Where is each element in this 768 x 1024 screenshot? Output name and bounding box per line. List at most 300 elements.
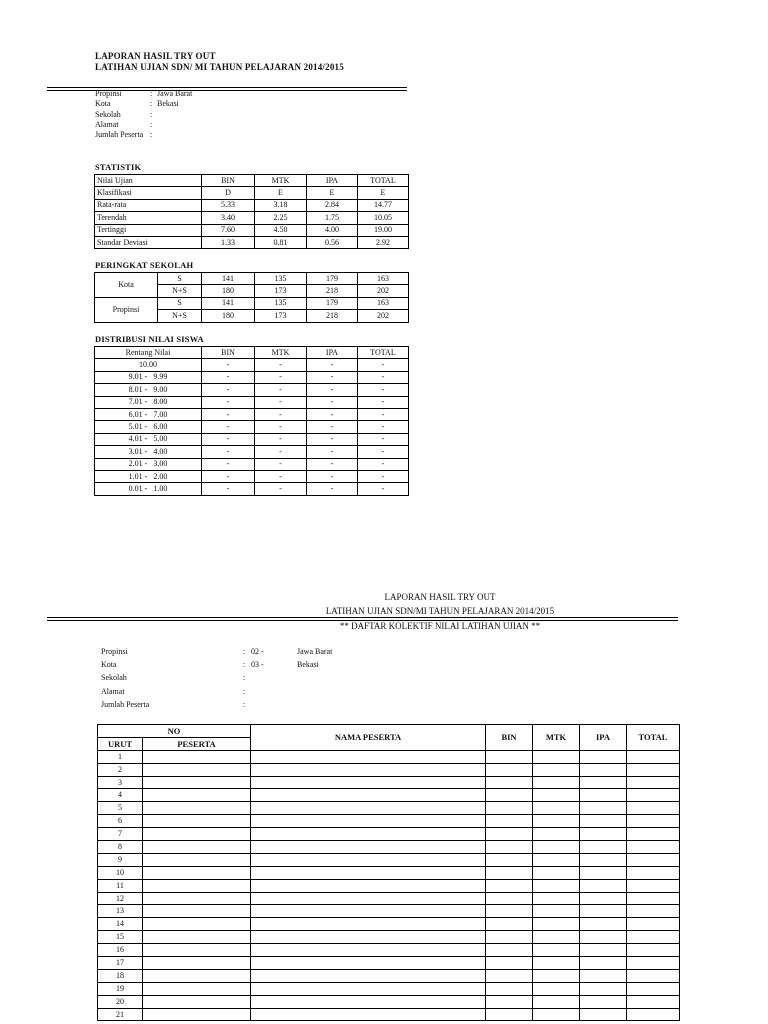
statistik-row xyxy=(95,224,409,236)
empty-cell xyxy=(580,841,627,854)
header-rule xyxy=(47,87,407,88)
distribusi-cell: 7.01 - 8.00 xyxy=(95,396,202,408)
distribusi-row xyxy=(95,446,409,458)
table-row xyxy=(98,918,680,931)
urut-cell: 14 xyxy=(98,918,143,931)
empty-cell xyxy=(580,750,627,763)
empty-cell xyxy=(486,789,533,802)
empty-cell xyxy=(251,982,486,995)
distribusi-cell: - xyxy=(358,384,409,396)
page2-info-row xyxy=(101,685,401,698)
empty-cell xyxy=(486,969,533,982)
urut-cell: 5 xyxy=(98,802,143,815)
distribusi-row xyxy=(95,483,409,495)
peserta-table xyxy=(97,724,680,1021)
empty-cell xyxy=(486,931,533,944)
table-row xyxy=(98,828,680,841)
peringkat-row xyxy=(95,273,409,285)
empty-cell xyxy=(143,866,251,879)
empty-cell xyxy=(143,944,251,957)
empty-cell xyxy=(251,841,486,854)
distribusi-cell: - xyxy=(358,408,409,420)
peringkat-cell: 173 xyxy=(255,285,307,297)
peringkat-group-name: Kota xyxy=(95,273,158,298)
table-row xyxy=(98,763,680,776)
statistik-header-row xyxy=(95,175,409,187)
empty-cell xyxy=(580,982,627,995)
empty-cell xyxy=(486,892,533,905)
page2-info-row xyxy=(101,698,401,711)
peringkat-cell: S xyxy=(158,273,202,285)
peringkat-cell: 218 xyxy=(307,310,358,322)
distribusi-cell: - xyxy=(307,483,358,495)
peringkat-cell: 141 xyxy=(202,297,255,309)
page2-info-row xyxy=(101,658,401,671)
table-row xyxy=(98,879,680,892)
urut-cell: 1 xyxy=(98,750,143,763)
distribusi-cell: - xyxy=(358,483,409,495)
distribusi-cell: - xyxy=(358,433,409,445)
empty-cell xyxy=(627,892,680,905)
statistik-cell: 3.40 xyxy=(202,212,255,224)
distribusi-heading: DISTRIBUSI NILAI SISWA xyxy=(95,334,204,344)
empty-cell xyxy=(251,905,486,918)
page2-info-value: Jawa Barat xyxy=(297,647,333,656)
statistik-cell: 14.77 xyxy=(358,199,409,211)
empty-cell xyxy=(251,879,486,892)
statistik-cell: 0.81 xyxy=(255,236,307,248)
info-label: Propinsi xyxy=(95,89,122,98)
empty-cell xyxy=(143,918,251,931)
empty-cell xyxy=(580,918,627,931)
peringkat-cell: N+S xyxy=(158,285,202,297)
empty-cell xyxy=(533,969,580,982)
distribusi-row xyxy=(95,470,409,482)
urut-cell: 3 xyxy=(98,776,143,789)
peringkat-cell: S xyxy=(158,297,202,309)
distribusi-cell: - xyxy=(202,421,255,433)
empty-cell xyxy=(627,1008,680,1021)
urut-cell: 8 xyxy=(98,841,143,854)
empty-cell xyxy=(580,969,627,982)
peringkat-cell: 163 xyxy=(358,273,409,285)
info-row xyxy=(95,99,192,109)
empty-cell xyxy=(143,815,251,828)
mtk-header: MTK xyxy=(533,725,580,751)
table-row xyxy=(98,789,680,802)
distribusi-cell: - xyxy=(358,396,409,408)
empty-cell xyxy=(143,853,251,866)
distribusi-cell: - xyxy=(307,470,358,482)
empty-cell xyxy=(533,944,580,957)
empty-cell xyxy=(627,944,680,957)
empty-cell xyxy=(486,828,533,841)
distribusi-row xyxy=(95,371,409,383)
distribusi-cell: 1.01 - 2.00 xyxy=(95,470,202,482)
empty-cell xyxy=(486,853,533,866)
distribusi-cell: - xyxy=(255,408,307,420)
empty-cell xyxy=(580,931,627,944)
empty-cell xyxy=(627,828,680,841)
table-row xyxy=(98,802,680,815)
peserta-header: PESERTA xyxy=(143,737,251,750)
bin-header: BIN xyxy=(486,725,533,751)
empty-cell xyxy=(486,879,533,892)
distribusi-cell: - xyxy=(255,421,307,433)
table-row xyxy=(98,866,680,879)
info-separator: : xyxy=(150,99,153,109)
statistik-row xyxy=(95,212,409,224)
urut-cell: 15 xyxy=(98,931,143,944)
empty-cell xyxy=(627,866,680,879)
info-label: Jumlah Peserta xyxy=(95,130,144,140)
page2-info-label: Jumlah Peserta xyxy=(101,699,150,709)
empty-cell xyxy=(143,957,251,970)
table-row xyxy=(98,750,680,763)
page2-subtitle: ** DAFTAR KOLEKTIF NILAI LATIHAN UJIAN ** xyxy=(339,621,541,631)
empty-cell xyxy=(251,995,486,1008)
empty-cell xyxy=(580,866,627,879)
info-separator: : xyxy=(150,109,153,119)
peringkat-cell: 141 xyxy=(202,273,255,285)
empty-cell xyxy=(533,853,580,866)
peringkat-cell: 202 xyxy=(358,310,409,322)
statistik-header-cell: BIN xyxy=(202,175,255,187)
empty-cell xyxy=(627,982,680,995)
empty-cell xyxy=(486,1008,533,1021)
page2-info-separator: : xyxy=(243,686,246,696)
distribusi-cell: - xyxy=(202,470,255,482)
empty-cell xyxy=(251,944,486,957)
ipa-header: IPA xyxy=(580,725,627,751)
distribusi-header-cell: IPA xyxy=(307,347,358,359)
peringkat-cell: 173 xyxy=(255,310,307,322)
empty-cell xyxy=(251,892,486,905)
urut-cell: 6 xyxy=(98,815,143,828)
distribusi-cell: - xyxy=(307,421,358,433)
table-row xyxy=(98,944,680,957)
statistik-cell: 4.00 xyxy=(307,224,358,236)
empty-cell xyxy=(486,944,533,957)
empty-cell xyxy=(533,931,580,944)
statistik-cell: Standar Deviasi xyxy=(95,236,202,248)
empty-cell xyxy=(533,866,580,879)
page2-info-row xyxy=(101,645,401,658)
distribusi-cell: - xyxy=(358,458,409,470)
peringkat-cell: 179 xyxy=(307,297,358,309)
empty-cell xyxy=(251,866,486,879)
urut-cell: 13 xyxy=(98,905,143,918)
empty-cell xyxy=(143,750,251,763)
distribusi-cell: - xyxy=(202,359,255,371)
empty-cell xyxy=(627,841,680,854)
empty-cell xyxy=(533,815,580,828)
distribusi-header-cell: BIN xyxy=(202,347,255,359)
distribusi-cell: - xyxy=(255,446,307,458)
distribusi-cell: - xyxy=(202,433,255,445)
empty-cell xyxy=(143,879,251,892)
table-row xyxy=(98,957,680,970)
empty-cell xyxy=(533,982,580,995)
distribusi-cell: 6.01 - 7.00 xyxy=(95,408,202,420)
distribusi-cell: - xyxy=(202,483,255,495)
nama-peserta-header: NAMA PESERTA xyxy=(251,725,486,751)
page2-title-line2: LATIHAN UJIAN SDN/MI TAHUN PELAJARAN 2014/2015 xyxy=(325,606,555,616)
statistik-header-cell: MTK xyxy=(255,175,307,187)
empty-cell xyxy=(486,750,533,763)
empty-cell xyxy=(627,789,680,802)
empty-cell xyxy=(143,995,251,1008)
empty-cell xyxy=(627,995,680,1008)
statistik-cell: 19.00 xyxy=(358,224,409,236)
empty-cell xyxy=(143,969,251,982)
empty-cell xyxy=(533,892,580,905)
empty-cell xyxy=(143,892,251,905)
empty-cell xyxy=(533,763,580,776)
page2-rule xyxy=(47,617,678,618)
peringkat-cell: 202 xyxy=(358,285,409,297)
distribusi-cell: - xyxy=(255,433,307,445)
peringkat-cell: 135 xyxy=(255,297,307,309)
empty-cell xyxy=(580,1008,627,1021)
report-title-line1: LAPORAN HASIL TRY OUT xyxy=(95,51,216,61)
empty-cell xyxy=(486,763,533,776)
empty-cell xyxy=(580,892,627,905)
statistik-cell: E xyxy=(358,187,409,199)
distribusi-cell: - xyxy=(307,433,358,445)
distribusi-table xyxy=(94,346,409,496)
statistik-cell: 4.50 xyxy=(255,224,307,236)
table-row xyxy=(98,995,680,1008)
distribusi-cell: - xyxy=(307,371,358,383)
statistik-cell: 1.75 xyxy=(307,212,358,224)
empty-cell xyxy=(580,905,627,918)
distribusi-cell: - xyxy=(358,446,409,458)
distribusi-cell: - xyxy=(358,371,409,383)
empty-cell xyxy=(486,957,533,970)
distribusi-cell: - xyxy=(202,384,255,396)
statistik-cell: 10.05 xyxy=(358,212,409,224)
statistik-heading: STATISTIK xyxy=(95,162,142,172)
info-row xyxy=(95,89,192,99)
empty-cell xyxy=(533,995,580,1008)
empty-cell xyxy=(251,776,486,789)
statistik-row xyxy=(95,199,409,211)
table-row xyxy=(98,841,680,854)
empty-cell xyxy=(143,789,251,802)
page2-info-separator: : xyxy=(243,647,246,656)
info-label: Kota xyxy=(95,99,111,109)
distribusi-cell: 5.01 - 6.00 xyxy=(95,421,202,433)
table-row xyxy=(98,969,680,982)
empty-cell xyxy=(533,789,580,802)
distribusi-cell: - xyxy=(255,470,307,482)
distribusi-cell: - xyxy=(202,396,255,408)
peringkat-cell: 180 xyxy=(202,310,255,322)
statistik-cell: E xyxy=(255,187,307,199)
distribusi-cell: - xyxy=(202,458,255,470)
empty-cell xyxy=(627,918,680,931)
distribusi-cell: - xyxy=(307,408,358,420)
distribusi-cell: 8.01 - 9.00 xyxy=(95,384,202,396)
empty-cell xyxy=(533,841,580,854)
table-row xyxy=(98,982,680,995)
empty-cell xyxy=(627,815,680,828)
empty-cell xyxy=(143,931,251,944)
info-row xyxy=(95,130,192,140)
empty-cell xyxy=(251,931,486,944)
urut-cell: 7 xyxy=(98,828,143,841)
distribusi-row xyxy=(95,396,409,408)
urut-cell: 10 xyxy=(98,866,143,879)
empty-cell xyxy=(143,828,251,841)
empty-cell xyxy=(580,815,627,828)
empty-cell xyxy=(627,750,680,763)
empty-cell xyxy=(627,853,680,866)
empty-cell xyxy=(486,866,533,879)
distribusi-header-cell: MTK xyxy=(255,347,307,359)
distribusi-cell: - xyxy=(358,359,409,371)
statistik-cell: 2.84 xyxy=(307,199,358,211)
page2-title-line1: LAPORAN HASIL TRY OUT xyxy=(384,592,496,602)
distribusi-cell: - xyxy=(202,408,255,420)
urut-cell: 17 xyxy=(98,957,143,970)
empty-cell xyxy=(627,776,680,789)
page2-info-code: 02 - xyxy=(251,647,264,656)
empty-cell xyxy=(143,841,251,854)
table-row xyxy=(98,776,680,789)
empty-cell xyxy=(143,763,251,776)
statistik-cell: Rata-rata xyxy=(95,199,202,211)
statistik-cell: E xyxy=(307,187,358,199)
empty-cell xyxy=(580,802,627,815)
empty-cell xyxy=(251,763,486,776)
distribusi-cell: - xyxy=(255,396,307,408)
page2-info-label: Alamat xyxy=(101,686,125,696)
empty-cell xyxy=(533,828,580,841)
distribusi-cell: - xyxy=(255,359,307,371)
no-header: NO xyxy=(98,725,251,738)
urut-cell: 16 xyxy=(98,944,143,957)
empty-cell xyxy=(251,815,486,828)
empty-cell xyxy=(486,918,533,931)
table-row xyxy=(98,815,680,828)
distribusi-cell: - xyxy=(307,458,358,470)
urut-cell: 19 xyxy=(98,982,143,995)
urut-cell: 18 xyxy=(98,969,143,982)
empty-cell xyxy=(580,853,627,866)
page2-info-code: 03 - xyxy=(251,660,264,670)
distribusi-row xyxy=(95,359,409,371)
peringkat-table xyxy=(94,272,409,323)
distribusi-cell: - xyxy=(307,384,358,396)
distribusi-row xyxy=(95,384,409,396)
empty-cell xyxy=(627,802,680,815)
urut-cell: 2 xyxy=(98,763,143,776)
statistik-cell: 7.60 xyxy=(202,224,255,236)
empty-cell xyxy=(533,918,580,931)
info-row xyxy=(95,120,192,130)
urut-cell: 9 xyxy=(98,853,143,866)
statistik-header-cell: Nilai Ujian xyxy=(95,175,202,187)
empty-cell xyxy=(143,776,251,789)
peringkat-cell: 163 xyxy=(358,297,409,309)
distribusi-cell: 0.01 - 1.00 xyxy=(95,483,202,495)
peringkat-heading: PERINGKAT SEKOLAH xyxy=(95,260,194,270)
peringkat-row xyxy=(95,297,409,309)
distribusi-cell: - xyxy=(255,371,307,383)
peringkat-cell: N+S xyxy=(158,310,202,322)
empty-cell xyxy=(486,905,533,918)
peringkat-cell: 179 xyxy=(307,273,358,285)
statistik-row xyxy=(95,187,409,199)
empty-cell xyxy=(486,995,533,1008)
empty-cell xyxy=(486,815,533,828)
empty-cell xyxy=(627,879,680,892)
info-separator: : xyxy=(150,130,153,140)
info-label: Alamat xyxy=(95,119,119,129)
distribusi-cell: - xyxy=(255,384,307,396)
statistik-cell: 5.33 xyxy=(202,199,255,211)
empty-cell xyxy=(251,918,486,931)
page2-info-row xyxy=(101,671,401,684)
distribusi-cell: 2.01 - 3.00 xyxy=(95,458,202,470)
info-separator: : xyxy=(150,119,153,129)
distribusi-row xyxy=(95,433,409,445)
empty-cell xyxy=(251,957,486,970)
empty-cell xyxy=(533,776,580,789)
table-row xyxy=(98,892,680,905)
distribusi-cell: 4.01 - 5.00 xyxy=(95,433,202,445)
empty-cell xyxy=(627,763,680,776)
page2-school-info xyxy=(101,645,401,711)
distribusi-cell: - xyxy=(307,396,358,408)
info-value: Bekasi xyxy=(157,99,179,109)
statistik-header-cell: IPA xyxy=(307,175,358,187)
empty-cell xyxy=(580,828,627,841)
distribusi-row xyxy=(95,421,409,433)
distribusi-header-cell: TOTAL xyxy=(358,347,409,359)
empty-cell xyxy=(627,931,680,944)
empty-cell xyxy=(580,944,627,957)
distribusi-cell: - xyxy=(307,446,358,458)
empty-cell xyxy=(533,802,580,815)
page2-info-separator: : xyxy=(243,699,246,709)
empty-cell xyxy=(533,905,580,918)
statistik-cell: 3.18 xyxy=(255,199,307,211)
empty-cell xyxy=(251,853,486,866)
empty-cell xyxy=(251,969,486,982)
statistik-cell: Terendah xyxy=(95,212,202,224)
distribusi-cell: - xyxy=(307,359,358,371)
empty-cell xyxy=(251,750,486,763)
table-row xyxy=(98,931,680,944)
page2-info-separator: : xyxy=(243,660,246,670)
distribusi-cell: - xyxy=(358,470,409,482)
empty-cell xyxy=(143,802,251,815)
distribusi-cell: - xyxy=(255,458,307,470)
peringkat-cell: 135 xyxy=(255,273,307,285)
empty-cell xyxy=(251,789,486,802)
empty-cell xyxy=(533,957,580,970)
page2-info-separator: : xyxy=(243,673,246,683)
school-info xyxy=(95,89,192,140)
distribusi-cell: - xyxy=(202,446,255,458)
empty-cell xyxy=(533,879,580,892)
table-row xyxy=(98,905,680,918)
empty-cell xyxy=(627,957,680,970)
empty-cell xyxy=(533,750,580,763)
